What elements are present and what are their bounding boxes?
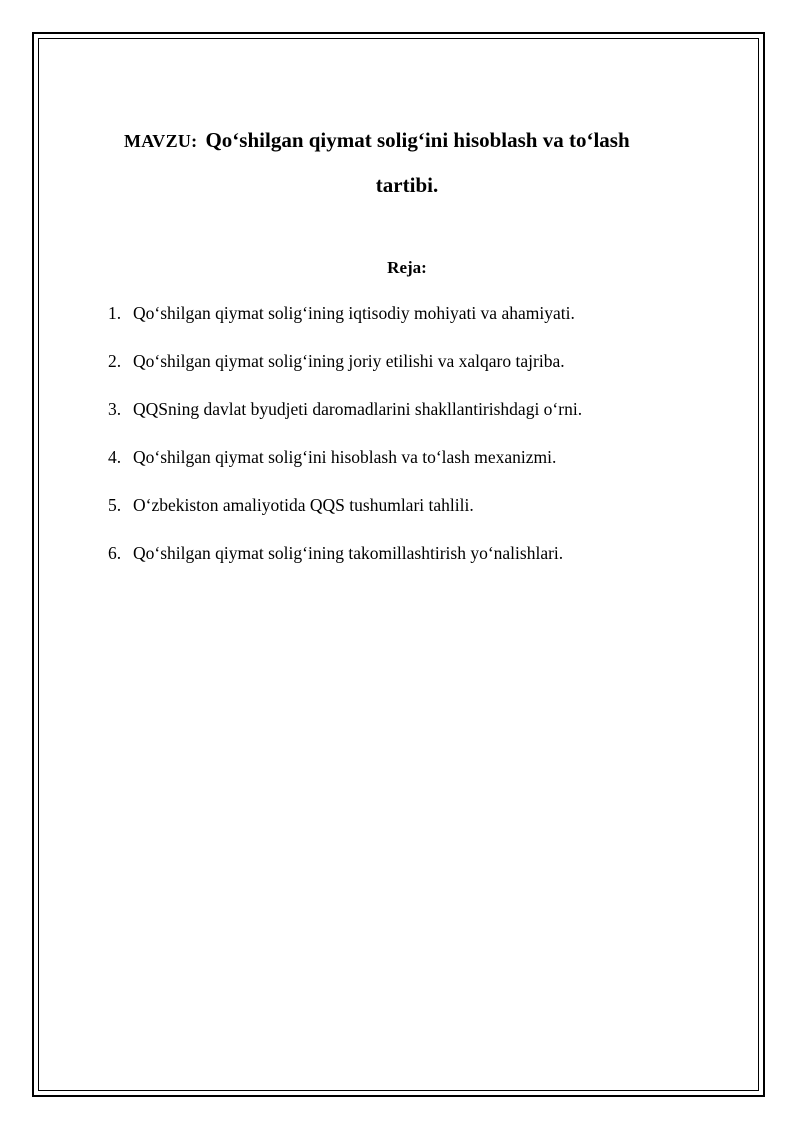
plan-list — [108, 303, 582, 591]
plan-item-number: 3. — [108, 399, 122, 419]
plan-item-number: 6. — [108, 543, 122, 563]
plan-item — [108, 495, 582, 543]
title-continuation: tartibi. — [375, 173, 439, 197]
document-title — [124, 128, 630, 153]
plan-item — [108, 399, 582, 447]
plan-item — [108, 351, 582, 399]
plan-item-text: Qo‘shilgan qiymat solig‘ini hisoblash va to‘lash mexanizmi. — [133, 447, 557, 467]
plan-item-text: Qo‘shilgan qiymat solig‘ining takomillashtirish yo‘nalishlari. — [133, 543, 564, 563]
plan-item-number: 5. — [108, 495, 122, 515]
plan-item-number: 1. — [108, 303, 122, 323]
plan-item — [108, 447, 582, 495]
plan-item — [108, 543, 582, 591]
title-text: Qo‘shilgan qiymat solig‘ini hisoblash va to‘lash — [205, 128, 630, 152]
plan-item-text: Qo‘shilgan qiymat solig‘ining joriy etilishi va xalqaro tajriba. — [133, 351, 565, 371]
plan-item-text: O‘zbekiston amaliyotida QQS tushumlari tahlili. — [133, 495, 474, 515]
plan-item-number: 4. — [108, 447, 122, 467]
plan-item-text: Qo‘shilgan qiymat solig‘ining iqtisodiy mohiyati va ahamiyati. — [133, 303, 575, 323]
plan-item-text: QQSning davlat byudjeti daromadlarini shakllantirishdagi o‘rni. — [133, 399, 583, 419]
plan-heading: Reja: — [387, 258, 427, 277]
plan-item — [108, 303, 582, 351]
title-label: MAVZU: — [124, 131, 198, 151]
plan-item-number: 2. — [108, 351, 122, 371]
